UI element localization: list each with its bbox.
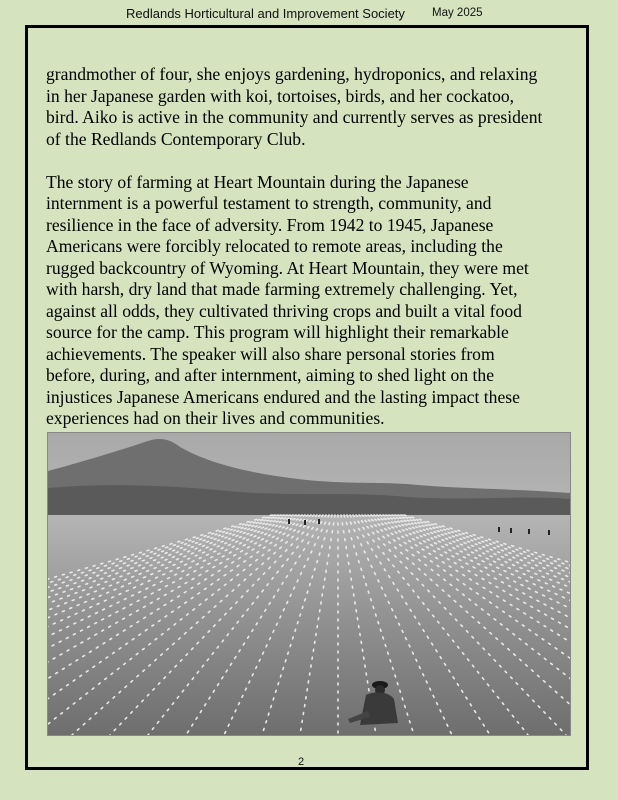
article-paragraph-2: The story of farming at Heart Mountain during the Japanese internment is a powerful testament to strength, community, and resilience in the face of adversity. From 1942 to 1945, Japanese Americans were forcibly relocated to remote areas, including the rugged backcountry of Wyoming. At Heart Mountain, they were met with harsh, dry land that made farming extremely challenging. Yet, against all odds, they cultivated thriving crops and built a vital food source for the camp. This program will highlight their remarkable achievements. The speaker will also share personal stories from before, during, and after internment, aiming to shed light on the injustices Japanese Americans endured and the lasting impact these experiences had on their lives and communities. bbox=[46, 171, 529, 428]
newsletter-title: Redlands Horticultural and Improvement Society bbox=[126, 6, 405, 21]
article-paragraph-1: grandmother of four, she enjoys gardening, hydroponics, and relaxing in her Japanese garden with koi, tortoises, birds, and her cockatoo, bird. Aiko is active in the community and currently serves as president of the Redlands Contemporary Club. bbox=[46, 64, 543, 149]
page-number: 2 bbox=[297, 756, 305, 768]
farm-field-photo bbox=[47, 432, 571, 736]
issue-date: May 2025 bbox=[432, 7, 483, 19]
page-header bbox=[0, 4, 618, 22]
farm-field-illustration bbox=[48, 433, 570, 735]
field bbox=[48, 515, 570, 735]
article-body bbox=[46, 64, 576, 430]
